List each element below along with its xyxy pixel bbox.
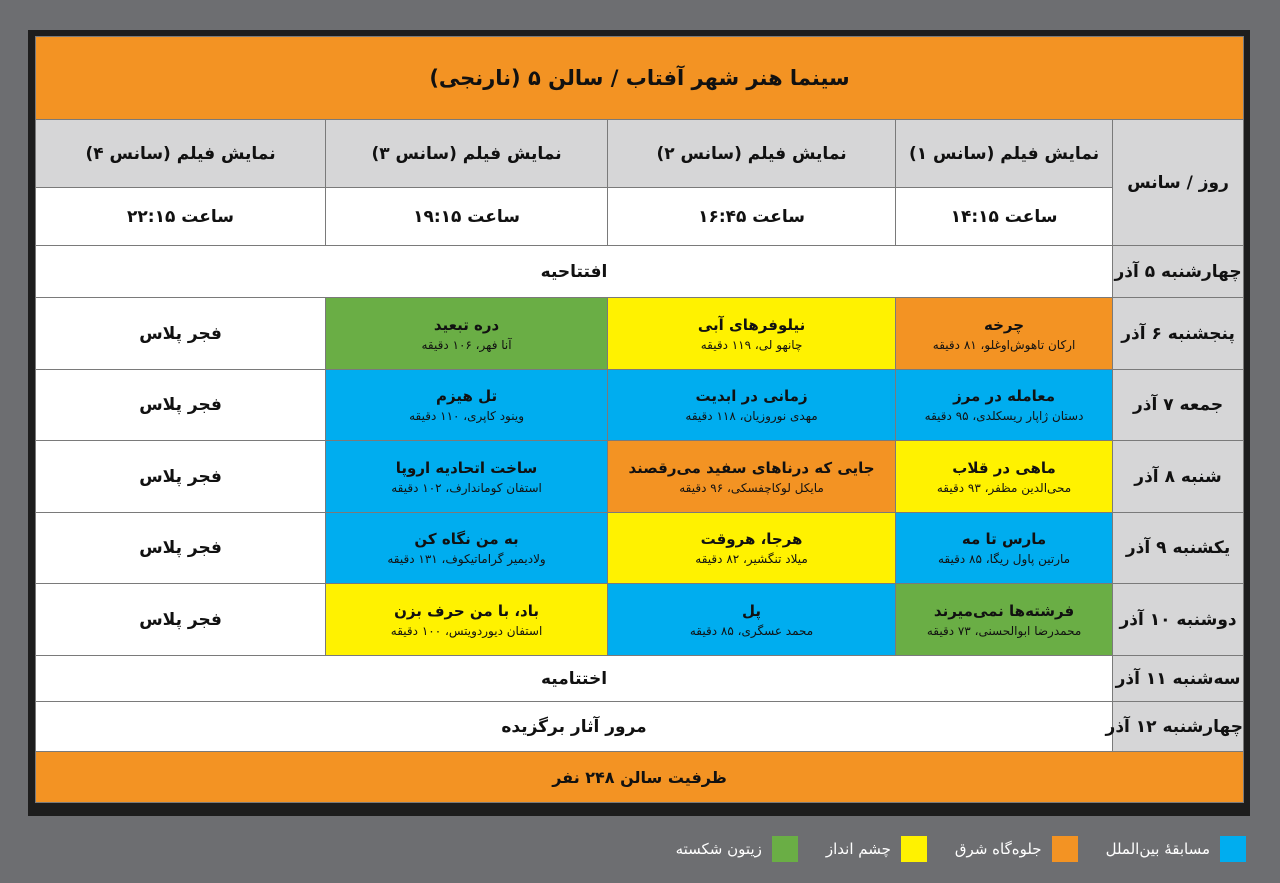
fajr-plus-cell: فجر پلاس [36,513,326,584]
session-4-header: نمایش فیلم (سانس ۴) [36,120,326,188]
film-title: معامله در مرز [953,387,1056,405]
film-cell[interactable] [896,370,1113,441]
film-cell[interactable] [896,441,1113,513]
session-2-time: ساعت ۱۶:۴۵ [608,188,896,246]
film-cell[interactable] [896,298,1113,370]
fajr-plus-cell: فجر پلاس [36,298,326,370]
legend-label: چشم انداز [825,840,891,858]
corner-label: روز / سانس [1113,120,1244,246]
film-info: استفان دیوردویتس، ۱۰۰ دقیقه [390,623,543,638]
film-info: مایکل لوکاچفسکی، ۹۶ دقیقه [679,480,824,495]
legend-swatch-icon [1052,836,1078,862]
day-label: سه‌شنبه ۱۱ آذر [1113,656,1244,702]
legend [648,836,1246,862]
film-cell[interactable] [608,513,896,584]
fajr-plus-cell: فجر پلاس [36,370,326,441]
film-info: وینود کاپری، ۱۱۰ دقیقه [409,409,524,423]
session-3-header: نمایش فیلم (سانس ۳) [326,120,608,188]
film-info: مهدی نوروزیان، ۱۱۸ دقیقه [685,409,818,423]
film-title: فرشته‌ها نمی‌میرند [933,601,1075,620]
film-title: زمانی در ابدیت [695,387,808,405]
day-label: چهارشنبه ۱۲ آذر [1113,702,1244,752]
film-info: محمدرضا ابوالحسنی، ۷۳ دقیقه [926,623,1082,638]
film-title: هرجا، هروقت [700,530,803,548]
film-info: آنا فهر، ۱۰۶ دقیقه [421,337,512,352]
session-1-header: نمایش فیلم (سانس ۱) [896,120,1113,188]
film-title: ماهی در قلاب [952,458,1056,477]
film-title: جایی که درناهای سفید می‌رقصند [628,458,875,477]
legend-label: جلوه‌گاه شرق [954,840,1042,858]
film-cell[interactable] [326,584,608,656]
film-info: چانهو لی، ۱۱۹ دقیقه [700,337,803,352]
film-cell[interactable] [608,584,896,656]
review-cell: مرور آثار برگزیده [36,702,1113,752]
film-info: محمد عسگری، ۸۵ دقیقه [689,623,814,638]
legend-swatch-icon [901,836,927,862]
film-title: باد، با من حرف بزن [394,601,540,620]
film-info: ولادیمیر گراماتیکوف، ۱۳۱ دقیقه [387,552,546,566]
day-label: یکشنبه ۹ آذر [1113,513,1244,584]
film-cell[interactable] [896,584,1113,656]
film-title: چرخه [984,315,1025,334]
film-cell[interactable] [326,370,608,441]
legend-swatch-icon [772,836,798,862]
day-label: دوشنبه ۱۰ آذر [1113,584,1244,656]
film-info: ارکان تاهوش‌اوغلو، ۸۱ دقیقه [932,337,1076,352]
film-cell[interactable] [896,513,1113,584]
film-title: پل [742,601,762,620]
session-4-time: ساعت ۲۲:۱۵ [36,188,326,246]
film-cell[interactable] [608,298,896,370]
day-label: چهارشنبه ۵ آذر [1113,246,1244,298]
film-cell[interactable] [608,441,896,513]
legend-item [1106,836,1246,862]
legend-swatch-icon [1220,836,1246,862]
legend-item [826,836,927,862]
session-1-time: ساعت ۱۴:۱۵ [896,188,1113,246]
opening-cell: افتتاحیه [36,246,1113,298]
film-cell[interactable] [326,298,608,370]
film-title: نیلوفرهای آبی [697,315,806,334]
film-info: استفان کوماندارف، ۱۰۲ دقیقه [391,480,542,495]
day-label: پنجشنبه ۶ آذر [1113,298,1244,370]
film-cell[interactable] [608,370,896,441]
page-title: سینما هنر شهر آفتاب / سالن ۵ (نارنجی) [36,37,1244,120]
session-2-header: نمایش فیلم (سانس ۲) [608,120,896,188]
film-title: به من نگاه کن [414,530,519,548]
session-3-time: ساعت ۱۹:۱۵ [326,188,608,246]
legend-item [676,836,798,862]
film-title: دره تبعید [433,315,500,334]
capacity-footer: ظرفیت سالن ۲۴۸ نفر [36,752,1244,803]
film-cell[interactable] [326,441,608,513]
film-info: محی‌الدین مظفر، ۹۳ دقیقه [936,480,1072,495]
film-title: تل هیزم [436,387,498,405]
fajr-plus-cell: فجر پلاس [36,441,326,513]
film-cell[interactable] [326,513,608,584]
legend-item [955,836,1078,862]
film-title: ساخت اتحادیه اروپا [395,458,538,477]
day-label: جمعه ۷ آذر [1113,370,1244,441]
film-title: مارس تا مه [961,530,1047,548]
legend-label: مسابقهٔ بین‌الملل [1105,840,1210,858]
film-info: دستان ژاپار ریسکلدی، ۹۵ دقیقه [924,409,1084,423]
legend-label: زیتون شکسته [675,840,762,858]
day-label: شنبه ۸ آذر [1113,441,1244,513]
schedule-table [35,36,1244,803]
film-info: میلاد تنگشیر، ۸۲ دقیقه [695,552,808,566]
film-info: مارتین پاول ریگا، ۸۵ دقیقه [937,552,1071,566]
fajr-plus-cell: فجر پلاس [36,584,326,656]
closing-cell: اختتامیه [36,656,1113,702]
